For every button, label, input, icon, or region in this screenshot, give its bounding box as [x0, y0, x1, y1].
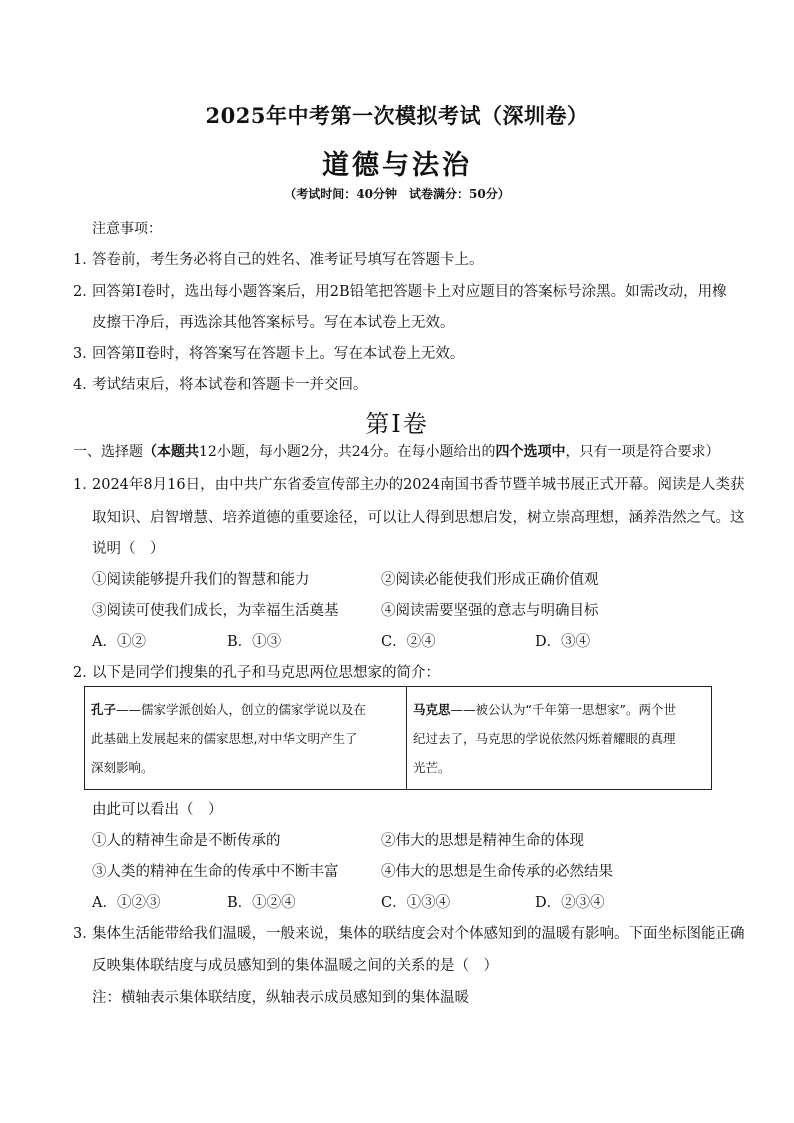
question-3-note: 注：横轴表示集体联结度，纵轴表示成员感知到的集体温暖 — [92, 990, 469, 1006]
thinker-intro-table — [84, 686, 712, 790]
confucius-line-1: 孔子——儒家学派创始人，创立的儒家学说以及在 — [91, 702, 367, 717]
q2-statement-1: ①人的精神生命是不断传承的 — [92, 833, 281, 849]
q2-choice-d: D．②③④ — [535, 895, 605, 911]
q2-statement-4: ④伟大的思想是生命传承的必然结果 — [381, 864, 613, 880]
q1-choice-a: A．①② — [92, 634, 146, 650]
exam-info: （考试时间：40分钟 试卷满分：50分） — [284, 187, 510, 201]
notice-heading: 注意事项： — [92, 221, 162, 237]
question-2-stem: 2．以下是同学们搜集的孔子和马克思两位思想家的简介： — [73, 665, 440, 681]
q1-choice-d: D．③④ — [535, 634, 591, 650]
exam-title: 2025年中考第一次模拟考试（深圳卷） — [205, 103, 589, 128]
question-1-stem-line2: 取知识、启智增慧、培养道德的重要途径，可以让人得到思想启发，树立崇高理想，涵养浩然之气。这 — [92, 510, 745, 526]
q1-statement-2: ②阅读必能使我们形成正确价值观 — [381, 572, 599, 588]
confucius-line-3: 深刻影响。 — [91, 760, 154, 775]
notice-item-2: 2．回答第Ⅰ卷时，选出每小题答案后，用2B铅笔把答题卡上对应题目的答案标号涂黑。如需改动，用橡 — [73, 284, 727, 300]
q2-choice-a: A．①②③ — [92, 895, 161, 911]
notice-item-2-cont: 皮擦干净后，再选涂其他答案标号。写在本试卷上无效。 — [92, 315, 455, 331]
question-1-stem: 1．2024年8月16日，由中共广东省委宣传部主办的2024南国书香节暨羊城书展正式开幕。阅读是人类获 — [73, 477, 745, 493]
marx-cell — [407, 687, 711, 789]
confucius-line-2: 此基础上发展起来的儒家思想,对中华文明产生了 — [91, 731, 358, 746]
marx-line-1: 马克思——被公认为“千年第一思想家”。两个世 — [413, 702, 676, 717]
confucius-cell — [85, 687, 407, 789]
q2-statement-2: ②伟大的思想是精神生命的体现 — [381, 833, 584, 849]
q1-statement-4: ④阅读需要坚强的意志与明确目标 — [381, 603, 599, 619]
q1-choice-c: C．②④ — [381, 634, 436, 650]
q1-statement-3: ③阅读可使我们成长，为幸福生活奠基 — [92, 603, 339, 619]
subject-title: 道德与法治 — [322, 150, 472, 181]
part-heading: 一、选择题（本题共12小题，每小题2分，共24分。在每小题给出的四个选项中，只有一项是符合要求） — [73, 444, 720, 460]
q2-choice-b: B．①②④ — [227, 895, 296, 911]
notice-item-1: 1．答卷前，考生务必将自己的姓名、准考证号填写在答题卡上。 — [73, 252, 484, 268]
q2-followup: 由此可以看出（ ） — [92, 802, 223, 818]
question-3-stem-line2: 反映集体联结度与成员感知到的集体温暖之间的关系的是（ ） — [92, 958, 498, 974]
section-title: 第Ⅰ卷 — [365, 410, 429, 438]
q1-choice-b: B．①③ — [227, 634, 282, 650]
question-3-stem: 3．集体生活能带给我们温暖，一般来说，集体的联结度会对个体感知到的温暖有影响。下面坐标图能正确 — [73, 926, 745, 942]
q2-choice-c: C．①③④ — [381, 895, 451, 911]
notice-item-4: 4．考试结束后，将本试卷和答题卡一并交回。 — [73, 377, 368, 393]
marx-line-2: 纪过去了，马克思的学说依然闪烁着耀眼的真理 — [413, 731, 676, 746]
q2-statement-3: ③人类的精神在生命的传承中不断丰富 — [92, 864, 339, 880]
q1-statement-1: ①阅读能够提升我们的智慧和能力 — [92, 572, 310, 588]
question-1-stem-line3: 说明（ ） — [92, 541, 165, 557]
marx-line-3: 光芒。 — [413, 760, 451, 775]
notice-item-3: 3．回答第Ⅱ卷时，将答案写在答题卡上。写在本试卷上无效。 — [73, 346, 465, 362]
